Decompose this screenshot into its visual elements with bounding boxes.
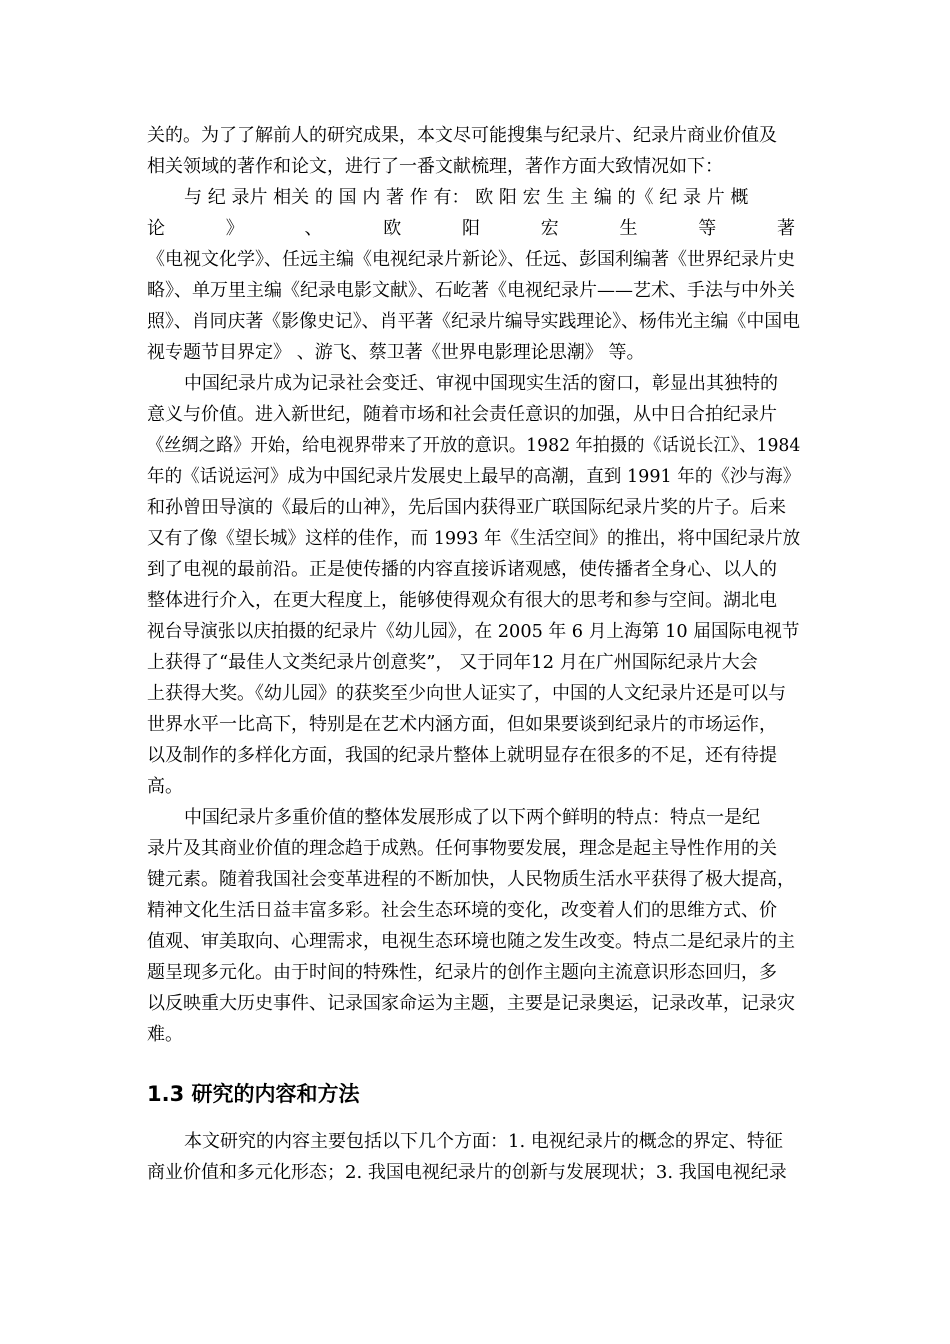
paragraph-line: 世界水平一比高下，特别是在艺术内涵方面，但如果要谈到纪录片的市场运作， (147, 714, 777, 735)
paragraph-line: 年的《话说运河》成为中国纪录片发展史上最早的高潮，直到 1991 年的《沙与海》 (147, 466, 801, 487)
paragraph-line: 上获得了“最佳人文类纪录片创意奖”， 又于同年12 月在广州国际纪录片大会 (147, 652, 758, 673)
text-fragment: 、 (304, 218, 323, 239)
text-fragment: 著 (777, 218, 795, 239)
paragraph-line: 题呈现多元化。由于时间的特殊性，纪录片的创作主题向主流意识形态回归，多 (147, 962, 777, 983)
paragraph-line: 到了电视的最前沿。正是使传播的内容直接诉诸观感，使传播者全身心、以人的 (147, 559, 777, 580)
section-heading: 1.3 研究的内容和方法 (147, 1082, 360, 1106)
paragraph-line: 《丝绸之路》开始，给电视界带来了开放的意识。1982 年拍摄的《话说长江》、1984 (147, 435, 801, 456)
text-fragment: 阳 (462, 218, 480, 239)
text-fragment: 》 (225, 218, 244, 239)
paragraph-line: 中国纪录片多重价值的整体发展形成了以下两个鲜明的特点：特点一是纪 (184, 807, 760, 828)
paragraph-line: 整体进行介入，在更大程度上，能够使得观众有很大的思考和参与空间。湖北电 (147, 590, 777, 611)
paragraph-line: 视专题节目界定》 、游飞、蔡卫著《世界电影理论思潮》 等。 (147, 342, 645, 363)
paragraph-line: 难。 (147, 1024, 183, 1045)
paragraph-line: 视台导演张以庆拍摄的纪录片《幼儿园》，在 2005 年 6 月上海第 10 届国际电视节 (147, 621, 800, 642)
text-fragment: 等 (698, 218, 717, 239)
paragraph-line: 中国纪录片成为记录社会变迁、审视中国现实生活的窗口，彰显出其独特的 (184, 373, 778, 394)
paragraph-line: 和孙曾田导演的《最后的山神》，先后国内获得亚广联国际纪录片奖的片子。后来 (147, 497, 786, 518)
paragraph-line: 精神文化生活日益丰富多彩。社会生态环境的变化，改变着人们的思维方式、价 (147, 900, 777, 921)
paragraph-line: 《电视文化学》、任远主编《电视纪录片新论》、任远、彭国利编著《世界纪录片史 (147, 249, 795, 270)
paragraph-line: 高。 (147, 776, 183, 797)
paragraph-line: 录片及其商业价值的理念趋于成熟。任何事物要发展，理念是起主导性作用的关 (147, 838, 777, 859)
paragraph-line: 意义与价值。进入新世纪，随着市场和社会责任意识的加强，从中日合拍纪录片 (147, 404, 777, 425)
text-fragment: 论 (147, 218, 165, 239)
paragraph-line: 相关领域的著作和论文，进行了一番文献梳理，著作方面大致情况如下： (147, 156, 723, 177)
paragraph-line: 又有了像《望长城》这样的佳作，而 1993 年《生活空间》的推出，将中国纪录片放 (147, 528, 801, 549)
paragraph-line: 值观、审美取向、心理需求，电视生态环境也随之发生改变。特点二是纪录片的主 (147, 931, 795, 952)
paragraph-line: 本文研究的内容主要包括以下几个方面：1. 电视纪录片的概念的界定、特征 (184, 1131, 783, 1152)
paragraph-line: 以及制作的多样化方面，我国的纪录片整体上就明显存在很多的不足，还有待提 (147, 745, 777, 766)
paragraph-line: 键元素。随着我国社会变革进程的不断加快，人民物质生活水平获得了极大提高， (147, 869, 795, 890)
paragraph-line: 关的。为了了解前人的研究成果，本文尽可能搜集与纪录片、纪录片商业价值及 (147, 125, 777, 146)
paragraph-line: 上获得大奖。《幼儿园》的获奖至少向世人证实了，中国的人文纪录片还是可以与 (147, 683, 786, 704)
text-fragment: 欧 (383, 218, 402, 239)
paragraph-line: 商业价值和多元化形态；2. 我国电视纪录片的创新与发展现状；3. 我国电视纪录 (147, 1162, 787, 1183)
paragraph-line: 照》、肖同庆著《影像史记》、肖平著《纪录片编导实践理论》、杨伟光主编《中国电 (147, 311, 800, 332)
text-fragment: 生 (619, 218, 638, 239)
paragraph-line: 略》、单万里主编《纪录电影文献》、石屹著《电视纪录片——艺术、手法与中外关 (147, 280, 795, 301)
text-fragment: 宏 (540, 218, 559, 239)
paragraph-line: 与 纪 录片 相关 的 国 内 著 作 有： 欧 阳 宏 生 主 编 的《 纪 录 片 概 (184, 187, 749, 208)
paragraph-line: 以反映重大历史事件、记录国家命运为主题，主要是记录奥运，记录改革，记录灾 (147, 993, 795, 1014)
paragraph-line-justified (147, 214, 795, 244)
